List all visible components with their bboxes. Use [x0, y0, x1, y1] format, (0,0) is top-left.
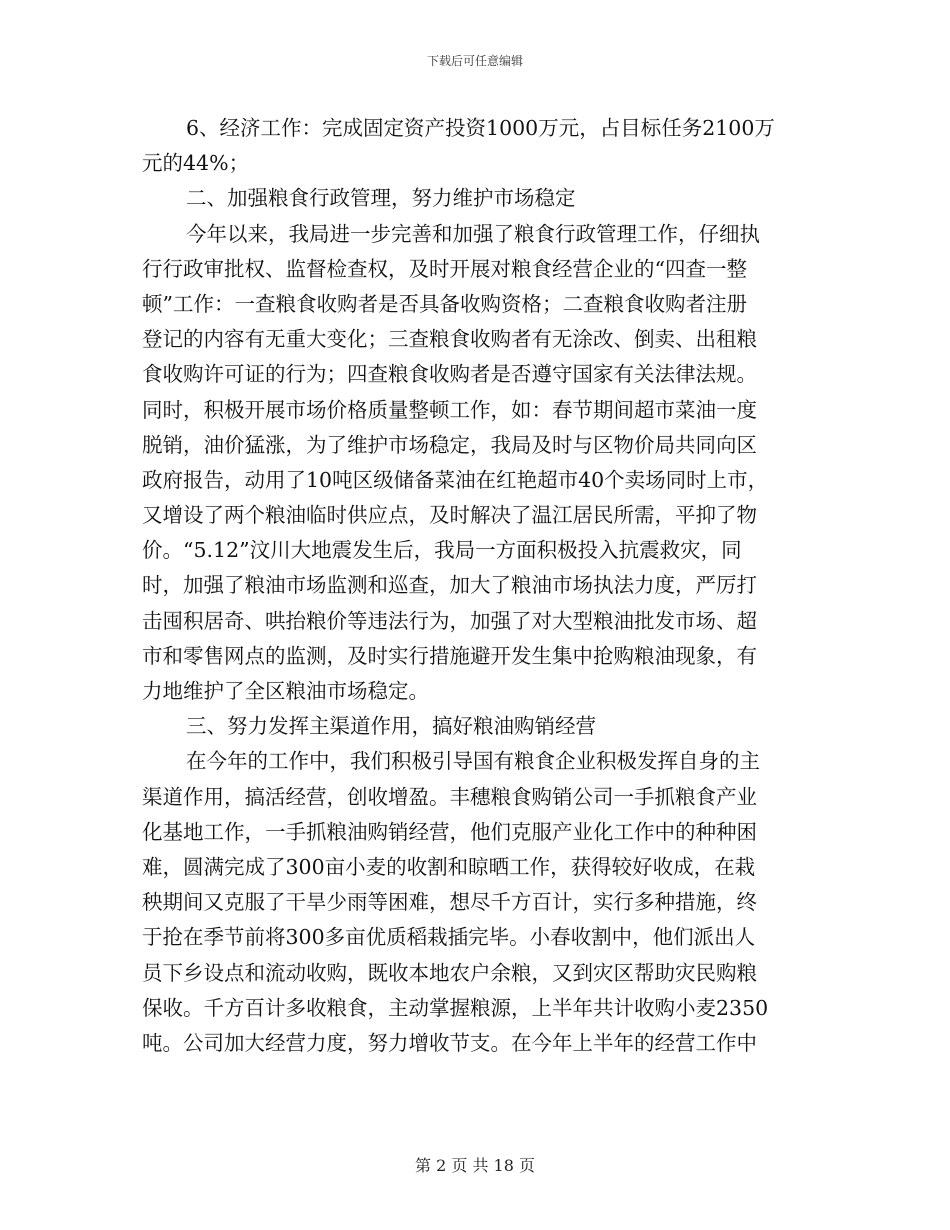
paragraph-line: 保收。千方百计多收粮食，主动掌握粮源，上半年共计收购小麦2350 [142, 995, 769, 1020]
paragraph-line: 吨。公司加大经营力度，努力增收节支。在今年上半年的经营工作中 [142, 1030, 757, 1055]
paragraph-line: 同时，积极开展市场价格质量整顿工作，如：春节期间超市菜油一度 [142, 397, 757, 422]
paragraph-line: 元的44%； [142, 151, 250, 176]
paragraph-line: 食收购许可证的行为；四查粮食收购者是否遵守国家有关法律法规。 [142, 362, 757, 387]
paragraph-line: 秧期间又克服了干旱少雨等困难，想尽千方百计，实行多种措施，终 [142, 890, 757, 915]
paragraph-line: 顿”工作：一查粮食收购者是否具备收购资格；二查粮食收购者注册 [142, 291, 747, 316]
paragraph-line: 击囤积居奇、哄抬粮价等违法行为，加强了对大型粮油批发市场、超 [142, 608, 757, 633]
section-heading: 二、加强粮食行政管理，努力维护市场稳定 [186, 186, 576, 211]
paragraph-line: 力地维护了全区粮油市场稳定。 [142, 679, 429, 703]
paragraph-line: 政府报告，动用了10吨区级储备菜油在红艳超市40个卖场同时上市， [142, 467, 769, 492]
paragraph-line: 脱销，油价猛涨，为了维护市场稳定，我局及时与区物价局共同向区 [142, 432, 757, 457]
paragraph-line: 化基地工作，一手抓粮油购销经营，他们克服产业化工作中的种种困 [142, 819, 757, 844]
paragraph-line: 市和零售网点的监测，及时实行措施避开发生集中抢购粮油现象，有 [142, 643, 757, 668]
document-body [142, 111, 808, 1061]
paragraph-line: 时，加强了粮油市场监测和巡查，加大了粮油市场执法力度，严厉打 [142, 573, 757, 598]
page-header: 下载后可任意编辑 [426, 54, 523, 68]
paragraph-line: 价。“5.12”汶川大地震发生后，我局一方面积极投入抗震救灾，同 [142, 538, 742, 563]
paragraph-line: 于抢在季节前将300多亩优质稻栽插完毕。小春收割中，他们派出人 [142, 925, 756, 950]
paragraph-line: 员下乡设点和流动收购，既收本地农户余粮，又到灾区帮助灾民购粮 [142, 960, 757, 985]
paragraph-line: 在今年的工作中，我们积极引导国有粮食企业积极发挥自身的主 [186, 749, 760, 774]
paragraph-line: 6、经济工作：完成固定资产投资1000万元，占目标任务2100万 [186, 116, 775, 140]
paragraph-line: 渠道作用，搞活经营，创收增盈。丰穗粮食购销公司一手抓粮食产业 [142, 784, 757, 809]
paragraph-line: 又增设了两个粮油临时供应点，及时解决了温江居民所需，平抑了物 [142, 503, 757, 528]
paragraph-line: 登记的内容有无重大变化；三查粮食收购者有无涂改、倒卖、出租粮 [142, 327, 757, 352]
page-number: 第 2 页 共 18 页 [415, 1156, 535, 1175]
paragraph-line: 今年以来，我局进一步完善和加强了粮食行政管理工作，仔细执 [186, 221, 760, 246]
section-heading: 三、努力发挥主渠道作用，搞好粮油购销经营 [186, 714, 596, 739]
paragraph-line: 难，圆满完成了300亩小麦的收割和晾晒工作，获得较好收成，在栽 [142, 854, 756, 879]
paragraph-line: 行行政审批权、监督检查权，及时开展对粮食经营企业的“四查一整 [142, 256, 747, 281]
